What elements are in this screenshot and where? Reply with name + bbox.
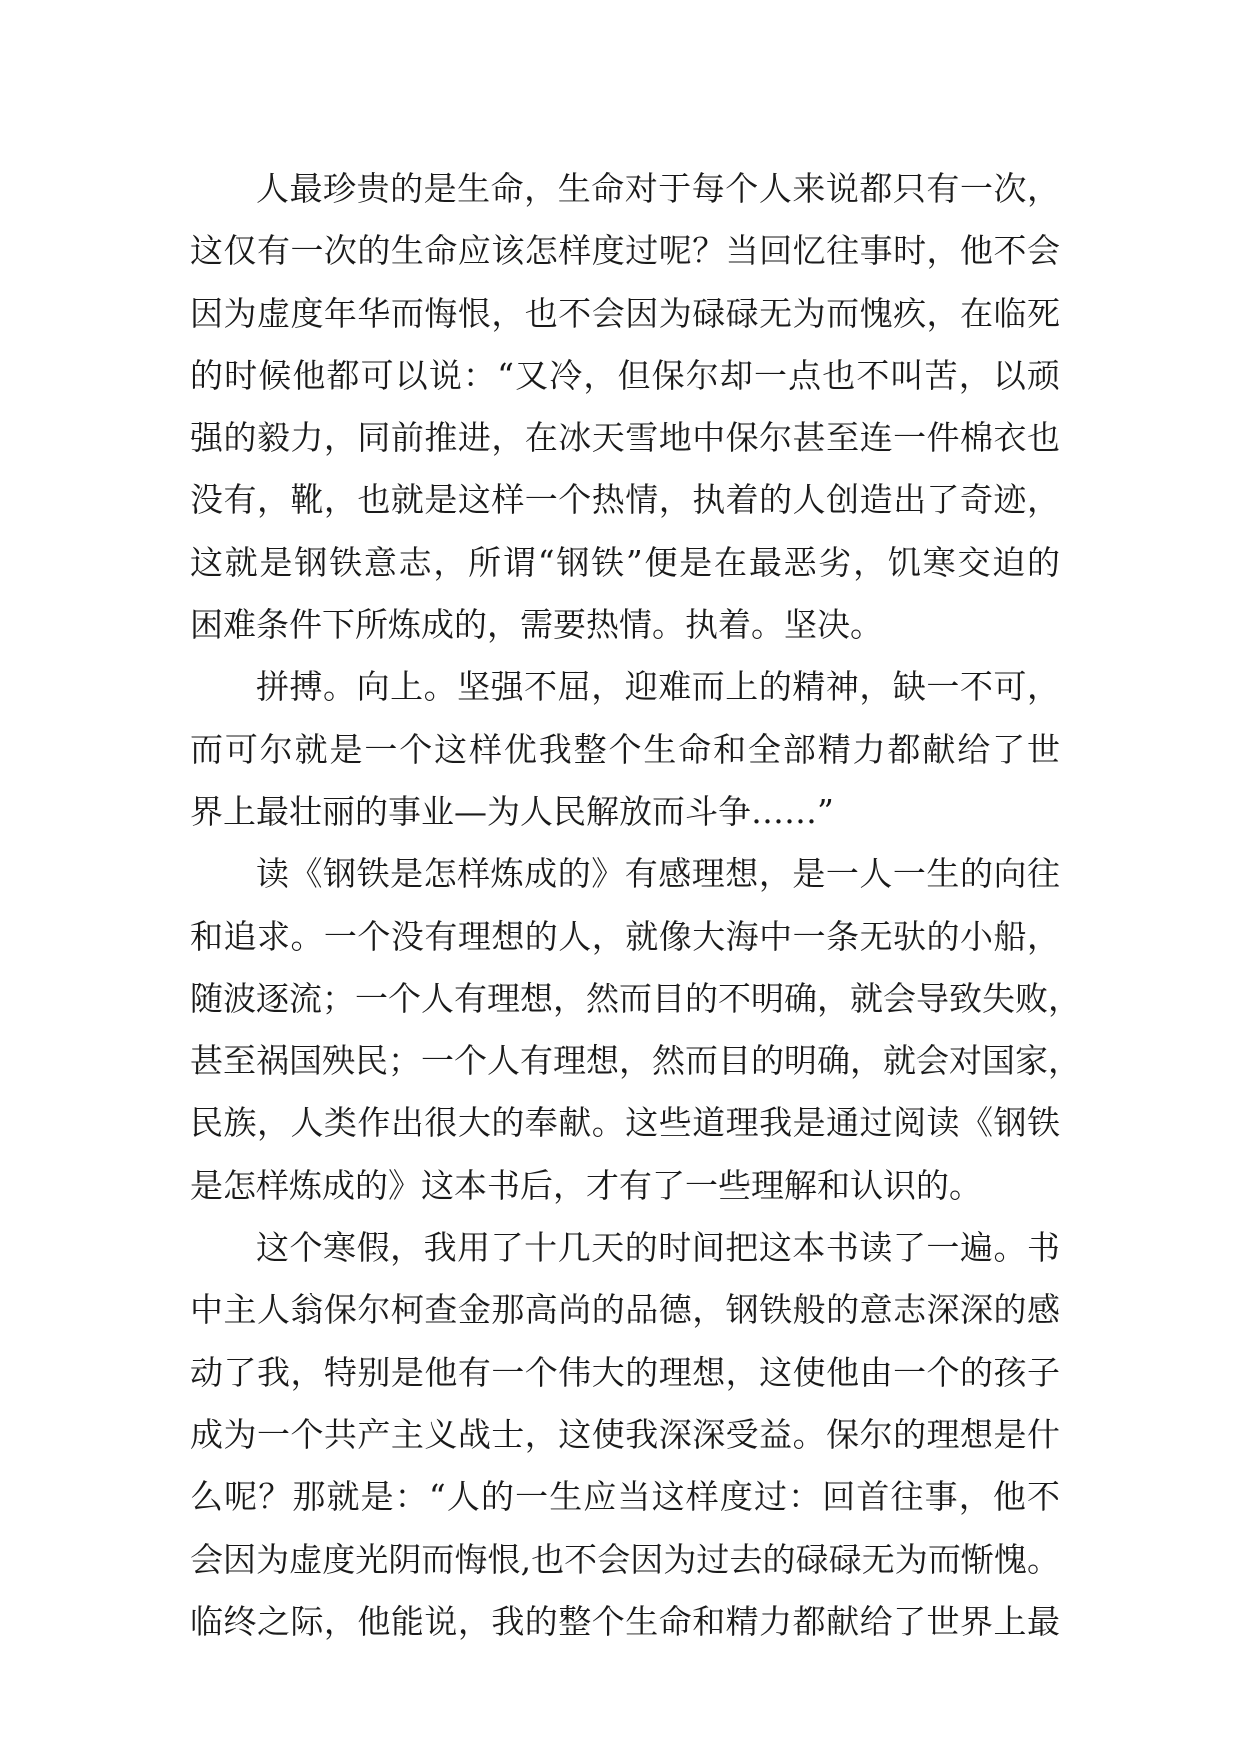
paragraph [190, 1217, 1060, 1653]
text-line: 困难条件下所炼成的，需要热情。执着。坚决。 [190, 605, 883, 645]
text-line: 的时候他都可以说：“又冷，但保尔却一点也不叫苦，以顽 [190, 355, 1060, 395]
text-line: 随波逐流；一个人有理想，然而目的不明确，就会导致失败， [190, 978, 1081, 1018]
document-body [190, 158, 1081, 1653]
paragraph [190, 843, 1081, 1217]
text-line: 这个寒假，我用了十几天的时间把这本书读了一遍。书 [256, 1228, 1060, 1268]
text-line: 这就是钢铁意志，所谓“钢铁”便是在最恶劣，饥寒交迫的 [190, 542, 1060, 582]
text-line: 而可尔就是一个这样优我整个生命和全部精力都献给了世 [190, 729, 1060, 769]
paragraph [190, 656, 1060, 843]
text-line: 成为一个共产主义战士，这使我深深受益。保尔的理想是什 [190, 1414, 1060, 1454]
text-line: 民族，人类作出很大的奉献。这些道理我是通过阅读《钢铁 [190, 1103, 1060, 1143]
text-line: 会因为虚度光阴而悔恨,也不会因为过去的碌碌无为而惭愧。 [190, 1539, 1060, 1579]
text-line: 临终之际，他能说，我的整个生命和精力都献给了世界上最 [190, 1601, 1060, 1641]
text-line: 甚至祸国殃民；一个人有理想，然而目的明确，就会对国家， [190, 1041, 1081, 1081]
text-line: 读《钢铁是怎样炼成的》有感理想，是一人一生的向往 [256, 854, 1060, 894]
text-line: 中主人翁保尔柯查金那高尚的品德，钢铁般的意志深深的感 [190, 1290, 1060, 1330]
text-line: 强的毅力，同前推进，在冰天雪地中保尔甚至连一件棉衣也 [190, 418, 1060, 458]
text-line: 和追求。一个没有理想的人，就像大海中一条无驮的小船， [190, 916, 1060, 956]
text-line: 这仅有一次的生命应该怎样度过呢？当回忆往事时，他不会 [190, 231, 1060, 271]
text-line: 人最珍贵的是生命，生命对于每个人来说都只有一次， [256, 169, 1060, 208]
text-line: 动了我，特别是他有一个伟大的理想，这使他由一个的孩子 [190, 1352, 1060, 1392]
paragraph [190, 158, 1060, 656]
text-line: 界上最壮丽的事业—为人民解放而斗争……” [190, 791, 834, 831]
text-line: 么呢？那就是：“人的一生应当这样度过：回首往事，他不 [190, 1477, 1060, 1517]
text-line: 因为虚度年华而悔恨，也不会因为碌碌无为而愧疚，在临死 [190, 293, 1060, 333]
text-line: 没有，靴，也就是这样一个热情，执着的人创造出了奇迹， [190, 480, 1060, 520]
text-line: 拼搏。向上。坚强不屈，迎难而上的精神，缺一不可， [256, 667, 1060, 707]
text-line: 是怎样炼成的》这本书后，才有了一些理解和认识的。 [190, 1165, 982, 1205]
